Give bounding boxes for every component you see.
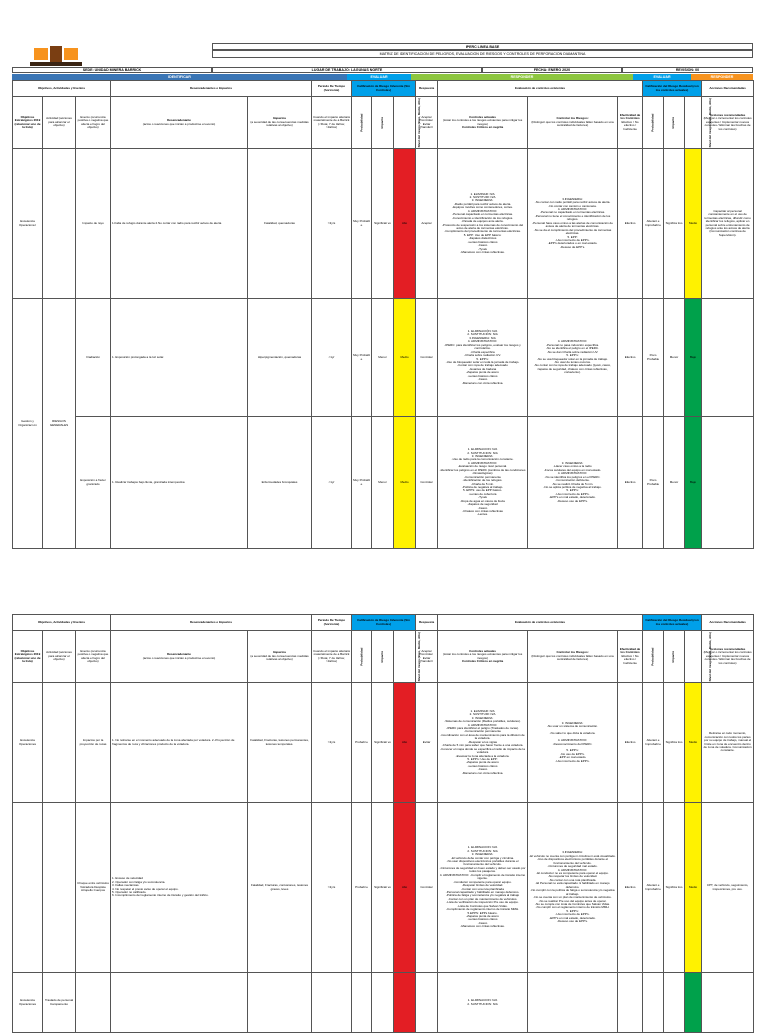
residual-probability-cell: Poco Probable xyxy=(643,417,664,549)
current-controls-cell: 1. ELIMINACION: N/A 2. SUSTITUCION: N/A 3. INGENIERIA: -El vehículo debe contar con pértiga y circulina. -No usar dispositivos electrónicos portátiles durante el funcionamiento del vehículo. -Cinturones de seguridad en buen estado y deben ser usado por todos los pasajeros. 4. ADMINISTRATIVO: -Cumplir el reglamento de tránsito interno vigente. -Conductor competente para operar equipo. -Respetar límites de velocidad. -Contar con una ruta planificada -Personal capacitado y habilitado en manejo defensivo. -Política de fatiga y somnolencia y/o negativa al trabajo -Contar con un plan de mantenimiento de vehículos. -Lista de verificación de inspección Pre uso de equipo. -Lista de Controles que Salvan Vidas. -Cumplimiento de reglamento interno de tránsito MMH. 5.EPPS: EPPs básico. -Zapatos punta de acero -Lentes básicos claros -Casco -Mameluco con cintas reflectivas. xyxy=(438,803,528,973)
col-obj-act-ev: Objetivos, Actividades y Eventos xyxy=(13,81,111,97)
probability-cell xyxy=(352,973,372,1033)
residual-impact-cell: Significa tivo xyxy=(664,149,685,299)
activity-cell: RIESGOS GENERALES xyxy=(43,299,76,549)
objective-cell: Excelencia Operaciones xyxy=(13,973,43,1033)
residual-impact-cell: Significa tivo xyxy=(664,683,685,803)
col-evaluacion: Evaluación de controles existentes xyxy=(438,81,643,97)
col-respuesta: Respuesta xyxy=(416,81,438,97)
response-cell: Aceptar xyxy=(416,149,438,299)
col-respuesta-desc: Aceptar Controlar Evitar Transferir xyxy=(416,97,438,149)
col-periodo: Periodo De Tiempo (horizonte) xyxy=(312,615,352,631)
probability-cell: Probabl e xyxy=(352,803,372,973)
effectiveness-cell: Efectivo xyxy=(618,299,643,417)
risk-level-cell: Alto xyxy=(394,803,416,973)
col-obj-act-ev: Objetivos, Actividades y Eventos xyxy=(13,615,111,631)
col-desencadenante: Desencadenante (actos o reacciones que inician a producirse el evento) xyxy=(111,97,248,149)
control-gaps-cell xyxy=(528,973,618,1033)
col-impacto: Impacto xyxy=(372,631,394,683)
trigger-cell: 1. No retirarse en el momento adecuado de la zona afectada por voladura. 2.-Proyección de fragmentos de roca y vibraciones producto de la voladura. xyxy=(111,683,248,803)
impact-cell xyxy=(248,973,312,1033)
event-cell: Impacto de rayo xyxy=(76,149,111,299)
period-cell: >3yrs xyxy=(312,149,352,299)
report-subtitle: MATRIZ DE IDENTIFICACION DE PELIGROS, EVALUACION DE RIESGOS Y CONTROLES DE PERFORACION DIAMANTINA xyxy=(212,50,753,58)
table-row xyxy=(13,683,754,803)
recommended-action-cell: CPT, de vehículo, seguimiento, inspecciones, pre uso. xyxy=(702,803,754,973)
col-desencadenantes: Desencadenantes e Impactos xyxy=(111,81,312,97)
trigger-cell: 1.Falta de refugio durante alerta 2.No cortar con radio para recibir avisos de alerta xyxy=(111,149,248,299)
sheet-page-2 xyxy=(12,614,753,1024)
table-row xyxy=(13,417,754,549)
residual-level-cell: Medio xyxy=(685,149,702,299)
col-evaluacion: Evaluación de controles existentes xyxy=(438,615,643,631)
band-evaluar: EVALUAR xyxy=(347,74,411,80)
col-acciones-desc: Acciones recomendadas (Mejorar o incrementar los controles existentes / Implementar nuevos controles / Eliminar las brechas de los controles) xyxy=(702,631,754,683)
col-r-impacto: Impacto xyxy=(664,97,685,149)
col-actividad: Actividad (acciones para alcanzar el objetivo) xyxy=(43,631,76,683)
effectiveness-cell xyxy=(618,973,643,1033)
recommended-action-cell xyxy=(702,417,754,549)
col-controles-actuales: Controles actuales (Listar los controles a los riesgos existentes para mitigar los riesgos) Controles Críticos en negrita xyxy=(438,631,528,683)
col-acciones-desc: Acciones recomendadas (Mejorar o incrementar los controles existentes / Implementar nuevos controles / Eliminar las brechas de los controles) xyxy=(702,97,754,149)
control-gaps-cell: 3.INGENIERIA: -No contar con radio portátil para recibir avisos de alerta. -No contar con camión o camioneta. 4. ADMINISTRATIVO: -Personal no capacitado en tormentas eléctricas. -Personal no tiene el conocimiento e identificación de los refugios. -Personal hace caso omiso a las alertas de comunicación de avisos de alerta de tormentas eléctricas. -No se da el cumplimiento del procedimiento de tormentas eléctricas. 5. EPP: -Uso incorrecto de EPP's. -EPP's deteriorados o en mal estado. -Desuso de EPP's. xyxy=(528,149,618,299)
col-riesgo-residual: Calificación del Riesgo Residual (con los controles actuales) xyxy=(643,615,702,631)
risk-level-cell xyxy=(394,973,416,1033)
col-impactos: Impactos (a severidad de las consecuencias medidas relativas al objetivo) xyxy=(248,97,312,149)
band-responder: RESPONDER xyxy=(411,74,633,80)
col-efectividad: Efectividad de los Controles Efectivo / No efectivo / Ineficiente xyxy=(618,631,643,683)
iperc-table-2 xyxy=(12,614,754,1033)
activity-cell xyxy=(43,803,76,973)
col-periodo: Periodo De Tiempo (horizonte) xyxy=(312,81,352,97)
effectiveness-cell: Efectivo xyxy=(618,417,643,549)
trigger-cell: 1. Realizar trabajos bajo lluvia, granizada intempestiva xyxy=(111,417,248,549)
control-gaps-cell: 3.INGENIERIA: -El vehículo no cuenta con pértiga ni circulina ni está visualizado. -Uso de dispositivos electrónicos portátiles durante el funcionamiento del vehículo. -Cinturones de seguridad mal estado. 4. ADMINISTRATIVO: -El conductor no es competente para operar el equipo. -No respetar los límites de velocidad. -No contar con una ruta planificada. -El Personal no está capacitado ni habilitado en manejo defensivo. -No cumplir con la política de fatiga o somnolencia y/o negativa al trabajo. -No se cuenta con un plan de mantenimiento de vehículos. -No se realizar Pre uso del equipo antes de operar. -No se cumple con Lista de Controles que Salvan Vidas. -No cumplir con el reglamento interno de tránsito MMH. 5. EPP's: -Uso incorrecto de EPP's. -EPP's en mal estado, deteriorado. -Desuso uso de EPP's. xyxy=(528,803,618,973)
impact-rating-cell: Significati vo xyxy=(372,149,394,299)
period-cell: >3yrs xyxy=(312,683,352,803)
col-r-probabilidad: Probabilidad xyxy=(643,631,664,683)
residual-impact-cell: Significa tivo xyxy=(664,803,685,973)
period-cell: <1yr xyxy=(312,417,352,549)
col-controlar: Controlar los Riesgos: (Distinguir qué los controles individuales fallen basado en una centralidad de factores) xyxy=(528,631,618,683)
table-row xyxy=(13,299,754,417)
period-cell: >3yrs xyxy=(312,803,352,973)
col-r-impacto: Impacto xyxy=(664,631,685,683)
col-respuesta: Respuesta xyxy=(416,615,438,631)
response-cell: Controlar xyxy=(416,803,438,973)
trigger-cell xyxy=(111,973,248,1033)
probability-cell: Muy Probabl e xyxy=(352,299,372,417)
col-probabilidad: Probabilidad xyxy=(352,631,372,683)
risk-level-cell: Medio xyxy=(394,299,416,417)
residual-level-cell: Bajo xyxy=(685,417,702,549)
col-objetivos: Objetivos Estratégicos 2019 (relacionar uno de la lista) xyxy=(13,97,43,149)
impact-rating-cell: Menor xyxy=(372,417,394,549)
col-controles-actuales: Controles actuales (Listar los controles a los riesgos existentes para mitigar los riesgos) Controles Críticos en negrita xyxy=(438,97,528,149)
event-cell xyxy=(76,973,111,1033)
trigger-cell: 1. Exposición prolongada a la luz solar. xyxy=(111,299,248,417)
probability-cell: Muy Probabl e xyxy=(352,149,372,299)
current-controls-cell: 1. ELIMINAR: N/A 2. SUSTITUIR: N/A 3. INGENIERIA: -Sistemas de comunicación (Radios portátiles, celulares). 4. ADMINISTRATIVO: -IPERC para identificar el peligro (Traslados de rocas). -Comunicación permanente -Coordinación con el área de mantenimiento para la difusión de la voladura. -Respetar a los vigías -Charla de 5 min para saber que hacer frente a una voladura. -Conocer el mapa donde se especifica el radio de impacto de la voladura -Evacuar la zona afectada a la voladura. 5. EPP's: Uso de EPP: -Zapatos punta de acero -Lentes básicos claros -Casco -Mameluco con cinta reflectiva. xyxy=(438,683,528,803)
col-desencadenante: Desencadenante (actos o reacciones que inician a producirse el evento) xyxy=(111,631,248,683)
residual-impact-cell xyxy=(664,973,685,1033)
control-gaps-cell: 3. INGENIERIA: -Hacer caso omiso a la radio -Focos celulares del equipo en mal estado. 4. ADMINISTRATIVO: -No se identifica los peligros en el IPERC. -Comunicación deficiente. -No se realizó Charla de 5 min. -No se aplica política de negativa al trabajo. 5. EPP's: -Uso incorrecto de EPP's. -EPP's en mal estado, deteriorado. -Desuso uso de EPP's. xyxy=(528,417,618,549)
event-cell: Irradiación xyxy=(76,299,111,417)
activity-cell: Traslado de personal Campamento xyxy=(43,973,76,1033)
col-acciones: Acciones Recomendadas xyxy=(702,615,754,631)
recommended-action-cell: Capacitar al personal constantemente en el uso de tormentas eléctricas, difundir como identificar los refugios, aplicar en personal sobre entrenamiento de refugios ante los avisos de alerta (Comunicación continua de Supervisión). xyxy=(702,149,754,299)
col-controlar: Controlar los Riesgos: (Distinguir qué los controles individuales fallen basado en una centralidad de factores) xyxy=(528,97,618,149)
revision-label: REVISION: 00 xyxy=(622,67,753,73)
residual-impact-cell: Menor xyxy=(664,417,685,549)
col-respuesta-desc: Aceptar Controlar Evitar Transferir xyxy=(416,631,438,683)
trigger-cell: 1. Exceso de velocidad 2. Operador con fatiga y/o somnolencia. 3. Fallas mecánicas. 4. No respetar el previo aviso de operar el equipo. 5. Operador no calificado. 6. Incumplimiento del reglamento interno de tránsito y gestión del tráfico. xyxy=(111,803,248,973)
residual-probability-cell: Alterant e Improbabl e xyxy=(643,149,664,299)
risk-level-cell: Medio xyxy=(394,417,416,549)
col-actividad: Actividad (acciones para alcanzar el objetivo) xyxy=(43,97,76,149)
col-nivel: Nivel del riesgo (Bajo, Medio, Alto) xyxy=(394,97,416,149)
recommended-action-cell xyxy=(702,299,754,417)
col-objetivos: Objetivos Estratégicos 2019 (relacionar uno de la lista) xyxy=(13,631,43,683)
fecha-label: FECHA: ENERO 2020 xyxy=(482,67,622,73)
impact-cell: Enfermedades bronquiales xyxy=(248,417,312,549)
band-responder-residual: RESPONDER xyxy=(691,74,753,80)
col-evento: Evento (ocurrencia positiva o negativa que afecta el logro del objetivo) xyxy=(76,97,111,149)
col-evento: Evento (ocurrencia positiva o negativa que afecta el logro del objetivo) xyxy=(76,631,111,683)
sheet-page-1 xyxy=(12,38,753,550)
event-cell: Exposición a frazer granizado xyxy=(76,417,111,549)
objective-cell xyxy=(13,803,43,973)
residual-probability-cell xyxy=(643,973,664,1033)
effectiveness-cell: Efectivo xyxy=(618,683,643,803)
risk-level-cell: Alto xyxy=(394,683,416,803)
residual-level-cell: Medio xyxy=(685,803,702,973)
objective-cell: Excelencia Operaciones xyxy=(13,683,43,803)
current-controls-cell: 1. ELIMINACION: N/A 2. SUSTITUCION: N/A xyxy=(438,973,528,1033)
residual-probability-cell: Poco Probable xyxy=(643,299,664,417)
impact-cell: Fatalidad, quemaduras xyxy=(248,149,312,299)
effectiveness-cell: Efectivo xyxy=(618,803,643,973)
col-desencadenantes: Desencadenantes e Impactos xyxy=(111,615,312,631)
probability-cell: Muy Probabl e xyxy=(352,417,372,549)
impact-rating-cell: Significati vo xyxy=(372,683,394,803)
lugar-label: LUGAR DE TRABAJO: LAGUNAS NORTE xyxy=(212,67,482,73)
residual-impact-cell: Menor xyxy=(664,299,685,417)
impact-rating-cell: Significati vo xyxy=(372,803,394,973)
col-nivel: Nivel del riesgo (Bajo, Medio, Alto) xyxy=(394,631,416,683)
response-cell: Controlar xyxy=(416,417,438,549)
iperc-table-1 xyxy=(12,80,754,549)
table-row xyxy=(13,803,754,973)
objective-cell: Gestión y Organizaci ón xyxy=(13,299,43,549)
impact-cell: Hiperpigmentación, quemaduras xyxy=(248,299,312,417)
control-gaps-cell: 4. ADMINISTRATIVO: -Personal no pasa inducción específica. -No se identifica el peligro en el IPERC. -No se dan Charla sobre radiación UV. 5. EPP's: -No se usa bloqueador solar en la jornada de trabajo. -No usar de lentes oscuros. -No contar con la ropa de trabajo adecuado (tyvek, casco, zapatos de seguridad, chaleco con cintas reflectivas, cortaviento). xyxy=(528,299,618,417)
residual-probability-cell: Alterant e Improbabl e xyxy=(643,683,664,803)
impact-cell: Fatalidad, Fracturas, contusiones, lesiones graves, leves xyxy=(248,803,312,973)
control-gaps-cell: 3. INGENIERIA: -No usar un sistema de comunicación. -No saber lo que dicta la voladura. 4. ADMINISTRATIVO: -Desconocimiento del IPERC. 5. EPP's: -No uso de EPP's. -EPP en mal estado. -Uso incorrecto de EPP's. xyxy=(528,683,618,803)
response-cell: Controlar xyxy=(416,299,438,417)
impact-rating-cell xyxy=(372,973,394,1033)
residual-level-cell xyxy=(685,973,702,1033)
col-r-nivel: Nivel del riesgo (Bajo, Medio, Alto) xyxy=(685,97,702,149)
table-row xyxy=(13,149,754,299)
impact-cell: Fatalidad, Fracturas, lesiones permanentes, lesiones temporales. xyxy=(248,683,312,803)
col-r-nivel: Nivel del riesgo (Bajo, Medio, Alto) xyxy=(685,631,702,683)
report-title: IPERC LINEA BASE xyxy=(212,43,753,50)
activity-cell xyxy=(43,683,76,803)
event-cell: Impactos por la proyección de rocas xyxy=(76,683,111,803)
col-periodo-desc: Cuando el impacto afectará materialmente de a Barrick (<Ruta; Y de 3años; >3años) xyxy=(312,631,352,683)
residual-level-cell: Bajo xyxy=(685,299,702,417)
col-efectividad: Efectividad de los Controles Efectivo / No efectivo / Ineficiente xyxy=(618,97,643,149)
recommended-action-cell xyxy=(702,973,754,1033)
objective-cell: Excelencia Operaciona l xyxy=(13,149,43,299)
risk-level-cell: Alto xyxy=(394,149,416,299)
col-periodo-desc: Cuando el impacto afectará materialmente de a Barrick (<Ruta; Y de 3años; >3años) xyxy=(312,97,352,149)
period-cell xyxy=(312,973,352,1033)
event-cell: Choque entre vehículos Volcadura Despiste Atropello Cuerpos xyxy=(76,803,111,973)
current-controls-cell: 1. ELIMINAR: N/A 2. SUSTITUIR: N/A 3. INGENIERIA: -Radio portátil para recibir avisos de alerta. -Equipos móviles como contenedores, cortes. 4. ADMINISTRATIVO: -Personal capacitado en tormentas eléctricas. -Conocimiento e identificación de los refugios. -Parada de equipos ante alerta. -Protocolo de suspensión a los sistemas de conocimiento del aviso de alerta de tormentas eléctricas. -Cumplimiento del procedimiento de tormentas eléctricas. 5. EPP: Uso de EPP básico: -Zapatos dieléctricos -Lentes básicos claros -Casco -Tyvek -Mameluco con cintas reflectivas. xyxy=(438,149,528,299)
effectiveness-cell: Efectivo xyxy=(618,149,643,299)
col-r-probabilidad: Probabilidad xyxy=(643,97,664,149)
residual-level-cell: Medio xyxy=(685,683,702,803)
sede-label: SEDE: UNIDAD MINERA BARRICK xyxy=(12,67,212,73)
col-riesgo-residual: Calificación del Riesgo Residual (con los controles actuales) xyxy=(643,81,702,97)
activity-cell xyxy=(43,149,76,299)
impact-rating-cell: Menor xyxy=(372,299,394,417)
col-probabilidad: Probabilidad xyxy=(352,97,372,149)
band-identificar: IDENTIFICAR xyxy=(12,74,347,80)
recommended-action-cell: Retirarse en todo momento, comunicación con todos los partes por su equipo de trabajo, manual el límite en zona de encuentro dentro de zona de voladura. Comunicación constante. xyxy=(702,683,754,803)
col-impacto: Impacto xyxy=(372,97,394,149)
period-cell: <1yr xyxy=(312,299,352,417)
current-controls-cell: 1. ELIMINACIÓN: N/A 2. SUSTITUCIÓN: N/A 3.INGENIERIA: N/A 4. ADMINISTRATIVO: -IPERC: para identificar los peligros, evaluar los riesgos y controlarlos. -Charla específica -Charla sobre radiación UV. 5. EPP's: -Uso de bloqueador solar en toda la jornada de trabajo. -Contar con ropa de trabajo adecuado -Guantes de badana -Zapatos punta de acero -Lentes básicos claros -Casco -Mameluco con cinta reflectiva. xyxy=(438,299,528,417)
band-evaluar-residual: EVALUAR xyxy=(633,74,691,80)
response-cell xyxy=(416,973,438,1033)
company-logo-icon xyxy=(30,42,82,70)
col-acciones: Acciones Recomendadas xyxy=(702,81,754,97)
response-cell: Evitar xyxy=(416,683,438,803)
residual-probability-cell: Alterant e Improbabl e xyxy=(643,803,664,973)
probability-cell: Probabl e xyxy=(352,683,372,803)
col-calificacion: Calificación de Riesgo Inherente (Sin Controles) xyxy=(352,81,416,97)
table-row xyxy=(13,973,754,1033)
current-controls-cell: 1. ELIMINACION: N/A 2. SUSTITUCION: N/A 3. INGENIERIA: -Uso de radio para la comunicación constante. 4. ADMINISTRATIVO: -Evaluación de riesgo nivel personal. -Identificar los peligros en el IPERC (cambios de las condiciones climatológicas) -Comunicación permanente -Identificación de los refugios. -Charla de 5 min. -Política de negativa al trabajo. 5. EPPS: uso de EPP básico. -Lentes de cobertura -Tyvek -Ropa de agua en casos de lluvia -Zapatos de seguridad -Casco -Chaleco con cintas reflectivas -Lentes. xyxy=(438,417,528,549)
col-impactos: Impactos (a severidad de las consecuencias medidas relativas al objetivo) xyxy=(248,631,312,683)
col-calificacion: Calificación de Riesgo Inherente (Sin Controles) xyxy=(352,615,416,631)
